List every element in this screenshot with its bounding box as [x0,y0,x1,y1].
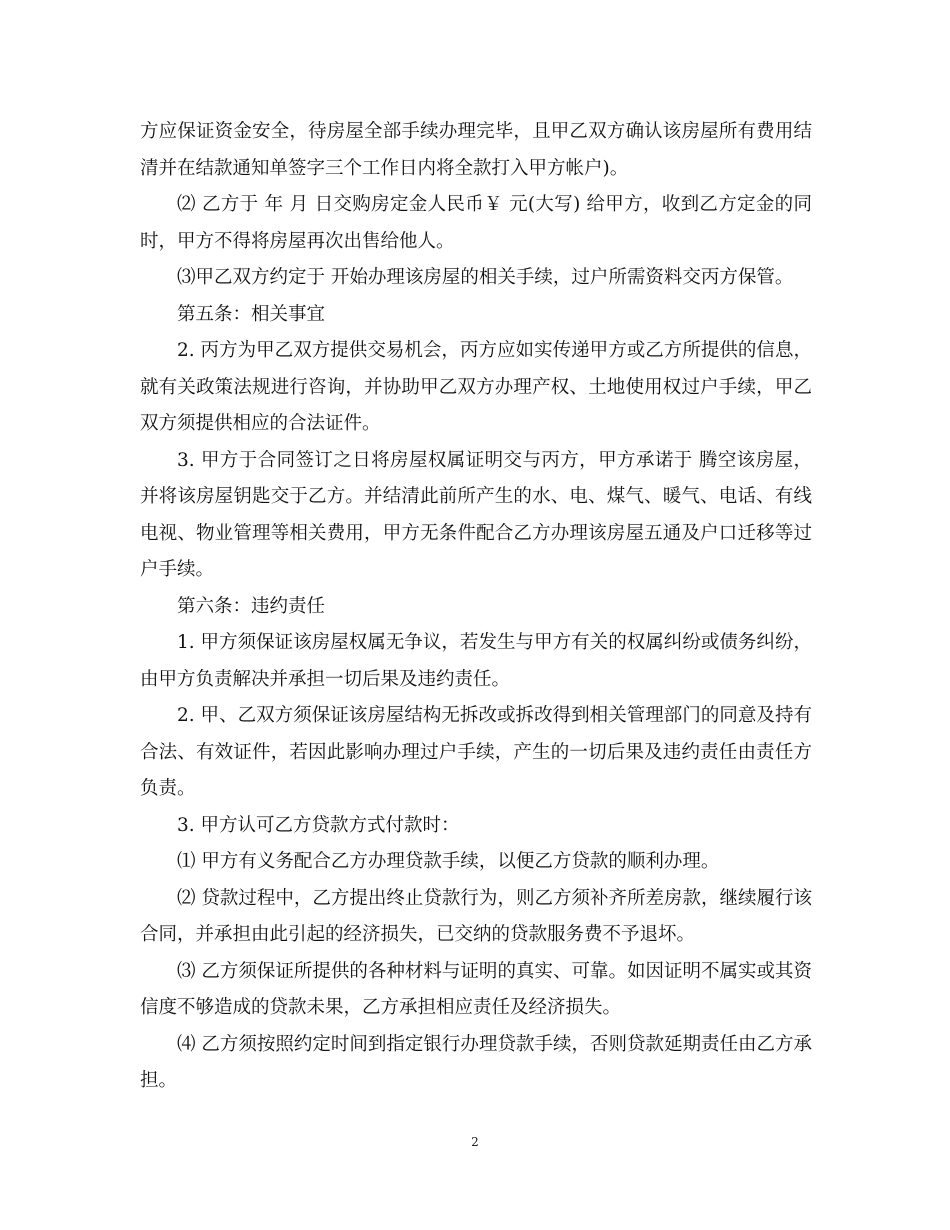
section-heading-article-5: 第五条：相关事宜 [177,303,326,325]
paragraph-article-5-item-3: 3. 甲方于合同签订之日将房屋权属证明交与丙方，甲方承诺于 腾空该房屋，并将该房屋钥匙交于乙方。并结清此前所产生的水、电、煤气、暖气、电话、有线电视、物业管理等相关费用，甲方无条件配合乙方办理该房屋五通及户口迁移等过户手续。 [140,449,812,580]
paragraph-article-6-item-1: 1. 甲方须保证该房屋权属无争议，若发生与甲方有关的权属纠纷或债务纠纷，由甲方负责解决并承担一切后果及违约责任。 [140,632,812,690]
document-body [140,114,812,1100]
paragraph-loan-subitem-2: ⑵ 贷款过程中，乙方提出终止贷款行为，则乙方须补齐所差房款，继续履行该合同，并承担由此引起的经济损失，已交纳的贷款服务费不予退坏。 [140,887,812,945]
paragraph-continuation: 方应保证资金安全，待房屋全部手续办理完毕，且甲乙双方确认该房屋所有费用结清并在结款通知单签字三个工作日内将全款打入甲方帐户)。 [140,121,812,179]
paragraph-procedure-clause: ⑶甲乙双方约定于 开始办理该房屋的相关手续，过户所需资料交丙方保管。 [177,267,794,288]
paragraph-deposit-clause: ⑵ 乙方于 年 月 日交购房定金人民币￥ 元(大写) 给甲方，收到乙方定金的同时，甲方不得将房屋再次出售给他人。 [140,194,812,252]
paragraph-loan-subitem-3: ⑶ 乙方须保证所提供的各种材料与证明的真实、可靠。如因证明不属实或其资信度不够造成的贷款未果，乙方承担相应责任及经济损失。 [140,960,812,1018]
paragraph-loan-subitem-4: ⑷ 乙方须按照约定时间到指定银行办理贷款手续，否则贷款延期责任由乙方承担。 [140,1033,812,1091]
paragraph-article-5-item-2: 2. 丙方为甲乙双方提供交易机会，丙方应如实传递甲方或乙方所提供的信息，就有关政策法规进行咨询，并协助甲乙双方办理产权、土地使用权过户手续，甲乙双方须提供相应的合法证件。 [140,340,812,434]
paragraph-article-6-item-2: 2. 甲、乙双方须保证该房屋结构无拆改或拆改得到相关管理部门的同意及持有合法、有效证件，若因此影响办理过户手续，产生的一切后果及违约责任由责任方负责。 [140,705,812,799]
paragraph-article-6-item-3: 3. 甲方认可乙方贷款方式付款时： [177,814,460,836]
section-heading-article-6: 第六条：违约责任 [177,595,326,617]
paragraph-loan-subitem-1: ⑴ 甲方有义务配合乙方办理贷款手续，以便乙方贷款的顺利办理。 [177,851,720,872]
page-number: 2 [471,1135,479,1149]
